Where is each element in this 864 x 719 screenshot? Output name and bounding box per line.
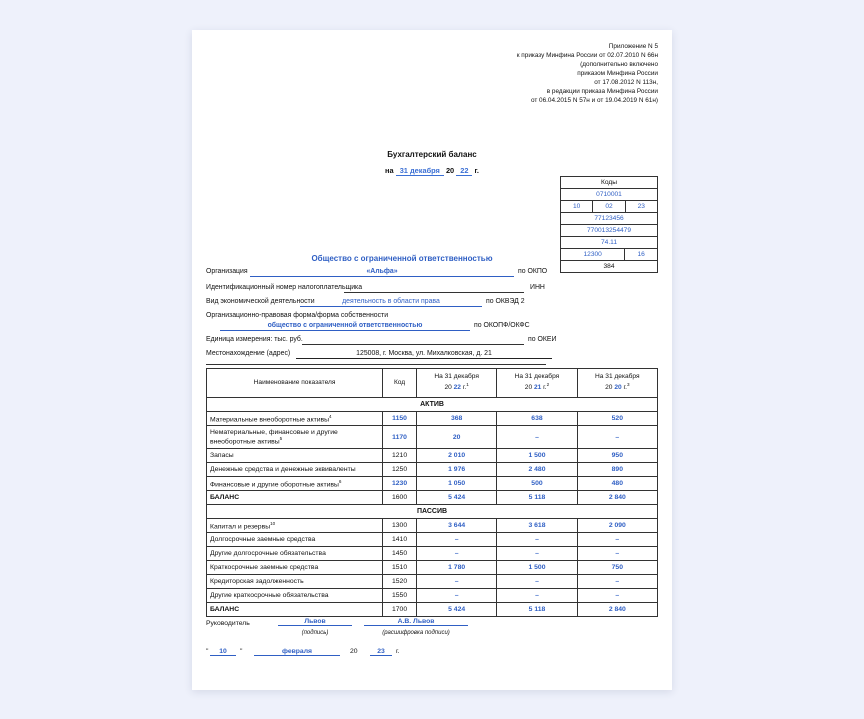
th-col2-line1: На 31 декабря [514, 373, 560, 381]
codes-value-okei: 384 [603, 263, 615, 270]
table-row [207, 547, 658, 561]
row-v3: 890 [577, 463, 657, 477]
row-name-sup: 10 [270, 520, 276, 526]
unit-underline [302, 344, 524, 345]
signature-date-line [206, 648, 658, 662]
location-label: Местонахождение (адрес) [206, 350, 291, 357]
row-name: БАЛАНС [207, 491, 383, 505]
organization-label: Организация [206, 268, 248, 275]
organization-name-value: «Альфа» [250, 267, 514, 277]
row-v2: – [497, 547, 577, 561]
th-col3-prefix: 20 [605, 384, 613, 392]
report-date-line [192, 166, 672, 175]
table-row-total [207, 603, 658, 617]
row-name: Краткосрочные заемные средства [207, 561, 383, 575]
signature-month: февраля [254, 648, 340, 656]
location-value: 125008, г. Москва, ул. Михалковская, д. 21 [296, 349, 552, 359]
row-v1: 2 010 [416, 449, 496, 463]
inn-underline [344, 292, 524, 293]
bottom-rule [206, 364, 546, 365]
okopf-label: по ОКОПФ/ОКФС [474, 322, 530, 329]
row-v1: 3 644 [416, 519, 496, 533]
row-v2: – [497, 533, 577, 547]
row-code: 1450 [383, 547, 417, 561]
th-indicator-name: Наименование показателя [207, 369, 383, 398]
row-name-sup: 4 [329, 413, 332, 419]
document-body [192, 30, 672, 690]
row-name-text: Материальные внеоборотные активы [210, 416, 330, 424]
header-note-line-2: (дополнительно включено [580, 61, 658, 68]
date-year-prefix: 20 [445, 166, 455, 175]
codes-value-inn: 770013254479 [586, 227, 631, 234]
signature-year-prefix: 20 [350, 648, 358, 655]
th-col3-sup: 3 [626, 382, 630, 388]
table-row [207, 463, 658, 477]
header-note-line-3: приказом Минфина России [577, 70, 658, 77]
activity-label: Вид экономической деятельности [206, 298, 315, 305]
table-row [207, 589, 658, 603]
th-col2-year: 21 [533, 384, 542, 392]
codes-box-title-row [561, 177, 657, 189]
balance-table [206, 368, 658, 617]
row-v2: 5 118 [497, 603, 577, 617]
date-day-month: 31 декабря [396, 166, 444, 176]
row-v1: 1 976 [416, 463, 496, 477]
row-code: 1150 [383, 412, 417, 426]
header-note-line-6: от 06.04.2015 N 57н и от 19.04.2019 N 61н) [530, 97, 658, 104]
codes-row-okud [561, 189, 657, 201]
date-prefix: на [385, 166, 394, 175]
codes-date-year: 23 [625, 201, 657, 212]
section-header-row [207, 505, 658, 519]
row-name: БАЛАНС [207, 603, 383, 617]
section-header-row [207, 398, 658, 412]
row-name-text: Денежные средства и денежные эквиваленты [210, 466, 356, 473]
row-v1: 20 [416, 426, 496, 449]
signer-role: Руководитель [206, 620, 250, 627]
organization-name-line2 [250, 267, 514, 277]
row-name [207, 412, 383, 426]
header-note-line-4: от 17.08.2012 N 113н, [594, 79, 658, 86]
th-col1-line1: На 31 декабря [434, 373, 479, 381]
okpo-label: по ОКПО [518, 268, 548, 275]
row-v1: 5 424 [416, 491, 496, 505]
row-v3: 750 [577, 561, 657, 575]
row-v2: 3 618 [497, 519, 577, 533]
codes-value-okved: 74.11 [600, 239, 617, 246]
row-v3: 2 840 [577, 491, 657, 505]
table-row [207, 561, 658, 575]
row-name: Другие долгосрочные обязательства [207, 547, 383, 561]
inn-label: Идентификационный номер налогоплательщика [206, 284, 363, 291]
row-name: Долгосрочные заемные средства [207, 533, 383, 547]
table-row [207, 519, 658, 533]
table-row [207, 412, 658, 426]
row-name: Кредиторская задолженность [207, 575, 383, 589]
codes-row-okei [561, 261, 657, 272]
codes-row-okved [561, 237, 657, 249]
th-code: Код [383, 369, 417, 398]
row-name: Другие краткосрочные обязательства [207, 589, 383, 603]
inn-code-label: ИНН [530, 284, 545, 291]
date-suffix: г. [474, 166, 479, 175]
signature-year: 23 [370, 648, 392, 656]
quote-open: " [206, 648, 209, 655]
row-v2: 1 500 [497, 561, 577, 575]
row-name-text: Финансовые и другие оборотные активы [210, 481, 339, 489]
th-col2-sup: 2 [546, 382, 550, 388]
signature-block [206, 618, 658, 662]
row-v1: 1 050 [416, 477, 496, 491]
row-code: 1700 [383, 603, 417, 617]
row-name-text: Запасы [210, 452, 234, 459]
header-note-line-0: Приложение N 5 [608, 43, 658, 50]
legal-form-value: общество с ограниченной ответственностью [220, 321, 470, 331]
document-page [192, 30, 672, 690]
th-col1 [416, 369, 496, 398]
row-code: 1510 [383, 561, 417, 575]
row-code: 1550 [383, 589, 417, 603]
signature-line [206, 618, 658, 636]
signature-value: Львов [278, 618, 352, 626]
th-col3-line1: На 31 декабря [595, 373, 640, 381]
row-code: 1600 [383, 491, 417, 505]
row-v3: – [577, 547, 657, 561]
row-v3: 480 [577, 477, 657, 491]
row-v2: 638 [497, 412, 577, 426]
codes-row-inn [561, 225, 657, 237]
table-row [207, 426, 658, 449]
row-v2: 5 118 [497, 491, 577, 505]
row-name [207, 426, 383, 449]
th-col2-suffix: г. [543, 384, 547, 392]
signature-day: 10 [210, 648, 236, 656]
row-v3: 520 [577, 412, 657, 426]
th-col1-sup: 1 [466, 382, 469, 388]
row-v2: 500 [497, 477, 577, 491]
codes-value-okud: 0710001 [596, 191, 622, 198]
codes-box-title: Коды [601, 179, 617, 186]
row-name [207, 477, 383, 491]
row-code: 1520 [383, 575, 417, 589]
row-v1: – [416, 589, 496, 603]
codes-date-day: 10 [572, 203, 581, 210]
table-row [207, 533, 658, 547]
row-name-text: Нематериальные, финансовые и другие внеоборотные активы [210, 428, 338, 446]
legal-form-label: Организационно-правовая форма/форма собственности [206, 312, 389, 319]
row-code: 1170 [383, 426, 417, 449]
row-v1: – [416, 547, 496, 561]
th-col2 [497, 369, 577, 398]
row-v3: 950 [577, 449, 657, 463]
row-code: 1300 [383, 519, 417, 533]
section-title-aktiv: АКТИВ [207, 398, 658, 412]
table-row [207, 449, 658, 463]
row-name [207, 519, 383, 533]
codes-box [560, 176, 658, 273]
th-col1-year: 22 [453, 384, 461, 392]
codes-row-okopf [561, 249, 657, 261]
row-v3: – [577, 589, 657, 603]
table-row [207, 575, 658, 589]
row-v3: 2 090 [577, 519, 657, 533]
row-code: 1230 [383, 477, 417, 491]
okved-label: по ОКВЭД 2 [486, 298, 525, 305]
row-v3: – [577, 426, 657, 449]
table-row [207, 477, 658, 491]
unit-label: Единица измерения: тыс. руб. [206, 336, 303, 343]
organization-name-line1: Общество с ограниченной ответственностью [311, 254, 493, 263]
page-title: Бухгалтерский баланс [387, 150, 477, 159]
th-col3-year: 20 [614, 384, 622, 392]
row-v1: 5 424 [416, 603, 496, 617]
row-name-sup: 6 [338, 478, 342, 484]
row-v2: – [497, 426, 577, 449]
okei-label: по ОКЕИ [528, 336, 557, 343]
signature-caption: (подпись) [301, 630, 329, 636]
activity-value: деятельность в области права [300, 297, 482, 307]
row-v1: 1 780 [416, 561, 496, 575]
row-code: 1210 [383, 449, 417, 463]
row-v2: 1 500 [497, 449, 577, 463]
row-v3: – [577, 533, 657, 547]
header-note-line-1: к приказу Минфина России от 02.07.2010 N 66н [516, 52, 658, 59]
row-v3: – [577, 575, 657, 589]
signature-year-suffix: г. [396, 648, 400, 655]
signer-name-value: А.В. Львов [364, 618, 468, 626]
date-year: 22 [456, 166, 472, 176]
codes-row-date [561, 201, 657, 213]
header-note-line-5: в редакции приказа Минфина России [546, 88, 658, 95]
codes-date-month: 02 [592, 201, 624, 212]
row-v1: 368 [416, 412, 496, 426]
row-code: 1410 [383, 533, 417, 547]
row-v3: 2 840 [577, 603, 657, 617]
row-v1: – [416, 575, 496, 589]
codes-value-okopf: 12300 [583, 251, 602, 258]
codes-value-okfs: 16 [624, 249, 657, 260]
table-header-row [207, 369, 658, 398]
codes-value-okpo: 77123456 [594, 215, 624, 222]
th-col2-prefix: 20 [524, 384, 533, 392]
row-name [207, 449, 383, 463]
quote-close: " [240, 648, 243, 655]
row-code: 1250 [383, 463, 417, 477]
row-name-sup: 5 [279, 435, 283, 441]
row-name [207, 463, 383, 477]
th-col1-prefix: 20 [444, 384, 452, 392]
row-v2: 2 480 [497, 463, 577, 477]
row-name-text: Капитал и резервы [210, 523, 271, 531]
row-v2: – [497, 589, 577, 603]
activity-value-wrap [300, 297, 482, 307]
table-row-total [207, 491, 658, 505]
th-col3-suffix: г. [623, 384, 627, 392]
codes-row-okpo [561, 213, 657, 225]
header-note [517, 42, 658, 105]
section-title-passiv: ПАССИВ [207, 505, 658, 519]
location-value-wrap [296, 349, 552, 359]
legal-form-value-wrap [220, 321, 470, 331]
th-col3 [577, 369, 657, 398]
row-v1: – [416, 533, 496, 547]
signer-name-caption: (расшифровка подписи) [382, 630, 450, 636]
row-v2: – [497, 575, 577, 589]
th-col1-suffix: г. [462, 384, 467, 392]
